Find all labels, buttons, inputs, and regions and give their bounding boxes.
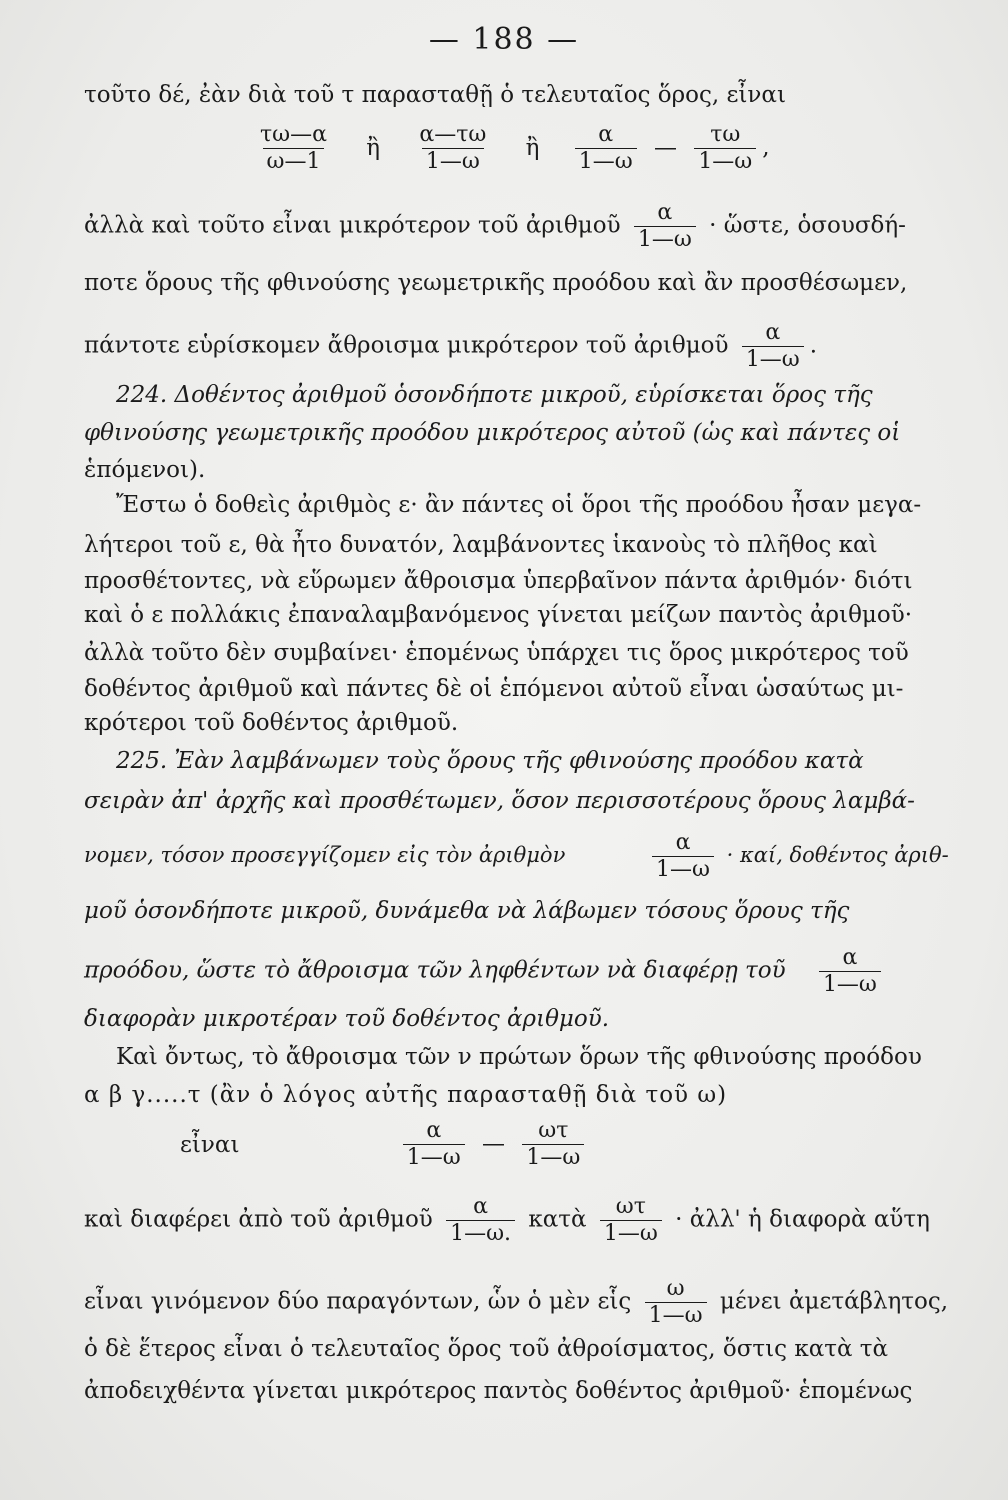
fraction: $\frac{\alpha}{1—\omega}$ <box>575 122 637 175</box>
section-224-heading: 224. Δοθέντος ἀριθμοῦ ὁσονδήποτε μικροῦ, εὑρίσκεται ὅρος τῆς <box>116 382 873 408</box>
text-line-11: καὶ ὁ ε πολλάκις ἐπαναλαμβανόμενος γίνεται μείζων παντὸς ἀριθμοῦ· <box>84 602 912 628</box>
text-span: προόδου, ὥστε τὸ ἄθροισμα τῶν ληφθέντων νὰ διαφέρῃ τοῦ <box>84 957 786 984</box>
text-span: ἀλλὰ καὶ τοῦτο εἶναι μικρότερον τοῦ ἀριθμοῦ <box>84 212 621 239</box>
text-line-13: δοθέντος ἀριθμοῦ καὶ πάντες δὲ οἱ ἑπόμενοι αὐτοῦ εἶναι ὡσαύτως μι- <box>84 676 904 702</box>
text-line-3: ποτε ὅρους τῆς φθινούσης γεωμετρικῆς προόδου καὶ ἂν προσθέσωμεν, <box>84 270 908 296</box>
text-span: νομεν, τόσον προσεγγίζομεν εἰς τὸν ἀριθμὸν <box>84 843 566 867</box>
fraction: $\frac{\alpha}{1—\omega}$ <box>403 1118 465 1171</box>
or-word: ἢ <box>366 134 381 161</box>
text-line-26: ἀποδειχθέντα γίνεται μικρότερος παντὸς δοθέντος ἀριθμοῦ· ἑπομένως <box>84 1378 913 1404</box>
text-line-6: φθινούσης γεωμετρικῆς προόδου μικρότερος αὐτοῦ (ὡς καὶ πάντες οἱ <box>84 420 901 446</box>
text-line-22: α β γ.....τ (ἂν ὁ λόγος αὐτῆς παρασταθῇ διὰ τοῦ ω) <box>84 1082 728 1108</box>
text-span: . <box>809 332 818 359</box>
fraction: $\frac{\alpha}{1—\omega}$ <box>634 200 696 253</box>
fraction: $\frac{\alpha}{1—\omega}$ <box>819 945 881 998</box>
fraction: $\frac{\tau\omega—\alpha}{\omega—1}$ <box>260 122 327 174</box>
text-line-20: διαφορὰν μικροτέραν τοῦ δοθέντος ἀριθμοῦ. <box>84 1006 610 1032</box>
fraction: $\frac{\alpha}{1—\omega}$ <box>652 830 714 883</box>
text-line-19 <box>84 945 956 998</box>
text-line-4 <box>84 320 956 373</box>
comma: , <box>762 134 770 161</box>
text-line-9: λήτεροι τοῦ ε, θὰ ἦτο δυνατόν, λαμβάνοντες ἱκανοὺς τὸ πλῆθος καὶ <box>84 532 878 558</box>
text-line-2 <box>84 200 956 253</box>
equation-1 <box>250 122 770 175</box>
text-line-8: Ἔστω ὁ δοθεὶς ἀριθμὸς ε· ἂν πάντες οἱ ὅροι τῆς προόδου ἦσαν μεγα- <box>116 492 922 518</box>
text-line-21: Καὶ ὄντως, τὸ ἄθροισμα τῶν ν πρώτων ὅρων τῆς φθινούσης προόδου <box>116 1044 922 1070</box>
text-line-16: σειρὰν ἀπ' ἀρχῆς καὶ προσθέτωμεν, ὅσον περισσοτέρους ὅρους λαμβά- <box>84 788 915 814</box>
text-line-24 <box>84 1276 956 1329</box>
section-225-heading: 225. Ἐὰν λαμβάνωμεν τοὺς ὅρους τῆς φθινούσης προόδου κατὰ <box>116 748 864 774</box>
minus-sign: — <box>482 1130 506 1157</box>
minus-sign: — <box>654 134 677 161</box>
equation-2 <box>180 1118 590 1171</box>
text-line-17 <box>84 830 956 883</box>
text-line-7: ἑπόμενοι). <box>84 457 206 483</box>
text-span: εἶναι γινόμενον δύο παραγόντων, ὧν ὁ μὲν εἷς <box>84 1288 632 1315</box>
fraction: $\frac{\omega\tau}{1—\omega}$ <box>522 1118 584 1171</box>
text-span: καὶ διαφέρει ἀπὸ τοῦ ἀριθμοῦ <box>84 1206 433 1233</box>
fraction: $\frac{\omega\tau}{1—\omega}$ <box>600 1194 662 1247</box>
text-line-25: ὁ δὲ ἕτερος εἶναι ὁ τελευταῖος ὅρος τοῦ ἀθροίσματος, ὅστις κατὰ τὰ <box>84 1336 889 1362</box>
fraction: $\frac{\alpha}{1—\omega.}$ <box>446 1194 515 1247</box>
fraction: $\frac{\omega}{1—\omega}$ <box>645 1276 707 1329</box>
text-span: μένει ἀμετάβλητος, <box>719 1288 949 1315</box>
text-span: πάντοτε εὑρίσκομεν ἄθροισμα μικρότερον τοῦ ἀριθμοῦ <box>84 332 729 359</box>
text-line-14: κρότεροι τοῦ δοθέντος ἀριθμοῦ. <box>84 710 459 736</box>
text-span: · καί, δοθέντος ἀριθ- <box>726 843 949 867</box>
page-number: — 188 — <box>428 22 580 57</box>
text-line-1: τοῦτο δέ, ἐὰν διὰ τοῦ τ παρασταθῇ ὁ τελευταῖος ὅρος, εἶναι <box>84 82 786 108</box>
text-line-12: ἀλλὰ τοῦτο δὲν συμβαίνει· ἑπομένως ὑπάρχει τις ὅρος μικρότερος τοῦ <box>84 640 909 666</box>
text-line-18: μοῦ ὁσονδήποτε μικροῦ, δυνάμεθα νὰ λάβωμεν τόσους ὅρους τῆς <box>84 898 850 924</box>
text-span: · ὥστε, ὁσουσδή- <box>709 212 906 239</box>
fraction: $\frac{\alpha}{1—\omega}$ <box>742 320 804 373</box>
text-span: · ἀλλ' ἡ διαφορὰ αὕτη <box>675 1206 930 1233</box>
text-line-10: προσθέτοντες, νὰ εὕρωμεν ἄθροισμα ὑπερβαῖνον πάντα ἀριθμόν· διότι <box>84 568 913 594</box>
fraction: $\frac{\alpha—\tau\omega}{1—\omega}$ <box>419 122 487 174</box>
text-span: κατὰ <box>528 1206 587 1233</box>
text-line-23 <box>84 1194 956 1247</box>
or-word: ἢ <box>525 134 540 161</box>
fraction: $\frac{\tau\omega}{1—\omega}$ <box>694 122 756 175</box>
equation-label: εἶναι <box>180 1131 240 1158</box>
